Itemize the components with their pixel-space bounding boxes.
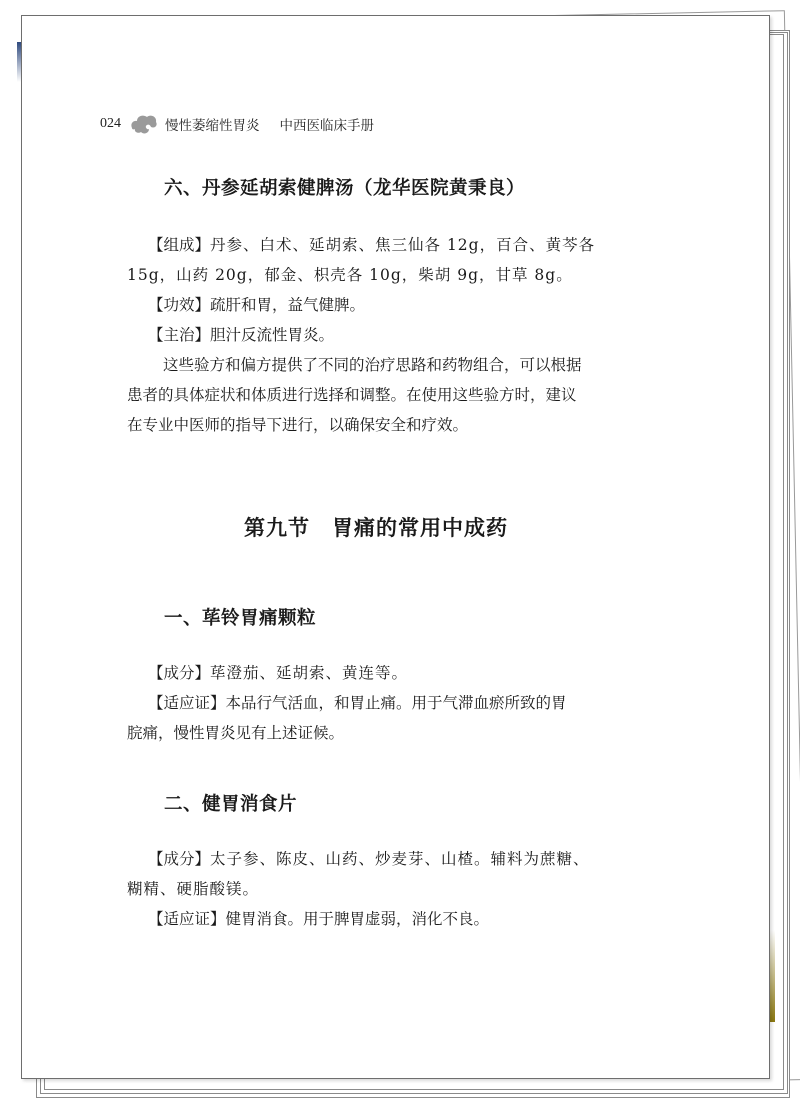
indication-line-2: 脘痛，慢性胃炎见有上述证候。 xyxy=(127,724,345,742)
summary-paragraph-line: 在专业中医师的指导下进行，以确保安全和疗效。 xyxy=(127,416,469,434)
composition-tag: 【组成】 xyxy=(148,236,211,254)
chapter-title: 第九节 胃痛的常用中成药 xyxy=(244,515,508,540)
ingredients-line: 【成分】荜澄茄、延胡索、黄连等。 xyxy=(148,664,409,682)
ingredients-line-2: 糊精、硬脂酸镁。 xyxy=(127,880,260,898)
page-number: 024 xyxy=(100,116,121,131)
indication-tag: 【适应证】 xyxy=(148,694,226,712)
series-title: 中西医临床手册 xyxy=(279,118,374,134)
indication-line: 【适应证】本品行气活血，和胃止痛。用于气滞血瘀所致的胃 xyxy=(148,694,567,712)
summary-paragraph-line: 这些验方和偏方提供了不同的治疗思路和药物组合，可以根据 xyxy=(163,356,582,374)
composition-line-2: 15g，山药 20g，郁金、枳壳各 10g，柴胡 9g，甘草 8g。 xyxy=(127,266,573,284)
composition-line: 【组成】丹参、白术、延胡索、焦三仙各 12g，百合、黄芩各 xyxy=(148,236,596,254)
indication-tag: 【主治】 xyxy=(148,326,211,344)
effect-line: 【功效】疏肝和胃，益气健脾。 xyxy=(148,296,366,314)
ingredients-tag: 【成分】 xyxy=(148,850,211,868)
medicine-heading: 一、荜铃胃痛颗粒 xyxy=(164,608,317,629)
book-title: 慢性萎缩性胃炎 xyxy=(165,118,260,134)
indication-tag: 【适应证】 xyxy=(148,910,226,928)
medicine-heading: 二、健胃消食片 xyxy=(164,794,298,815)
running-header xyxy=(100,112,374,136)
prescription-heading: 六、丹参延胡索健脾汤（龙华医院黄秉良） xyxy=(164,178,526,199)
effect-tag: 【功效】 xyxy=(148,296,211,314)
indication-line: 【适应证】健胃消食。用于脾胃虚弱，消化不良。 xyxy=(148,910,490,928)
ingredients-tag: 【成分】 xyxy=(148,664,211,682)
book-page xyxy=(21,15,770,1079)
summary-paragraph-line: 患者的具体症状和体质进行选择和调整。在使用这些验方时，建议 xyxy=(127,386,577,404)
cloud-swirl-icon xyxy=(129,112,159,136)
indication-line: 【主治】胆汁反流性胃炎。 xyxy=(148,326,335,344)
ingredients-line: 【成分】太子参、陈皮、山药、炒麦芽、山楂。辅料为蔗糖、 xyxy=(148,850,590,868)
